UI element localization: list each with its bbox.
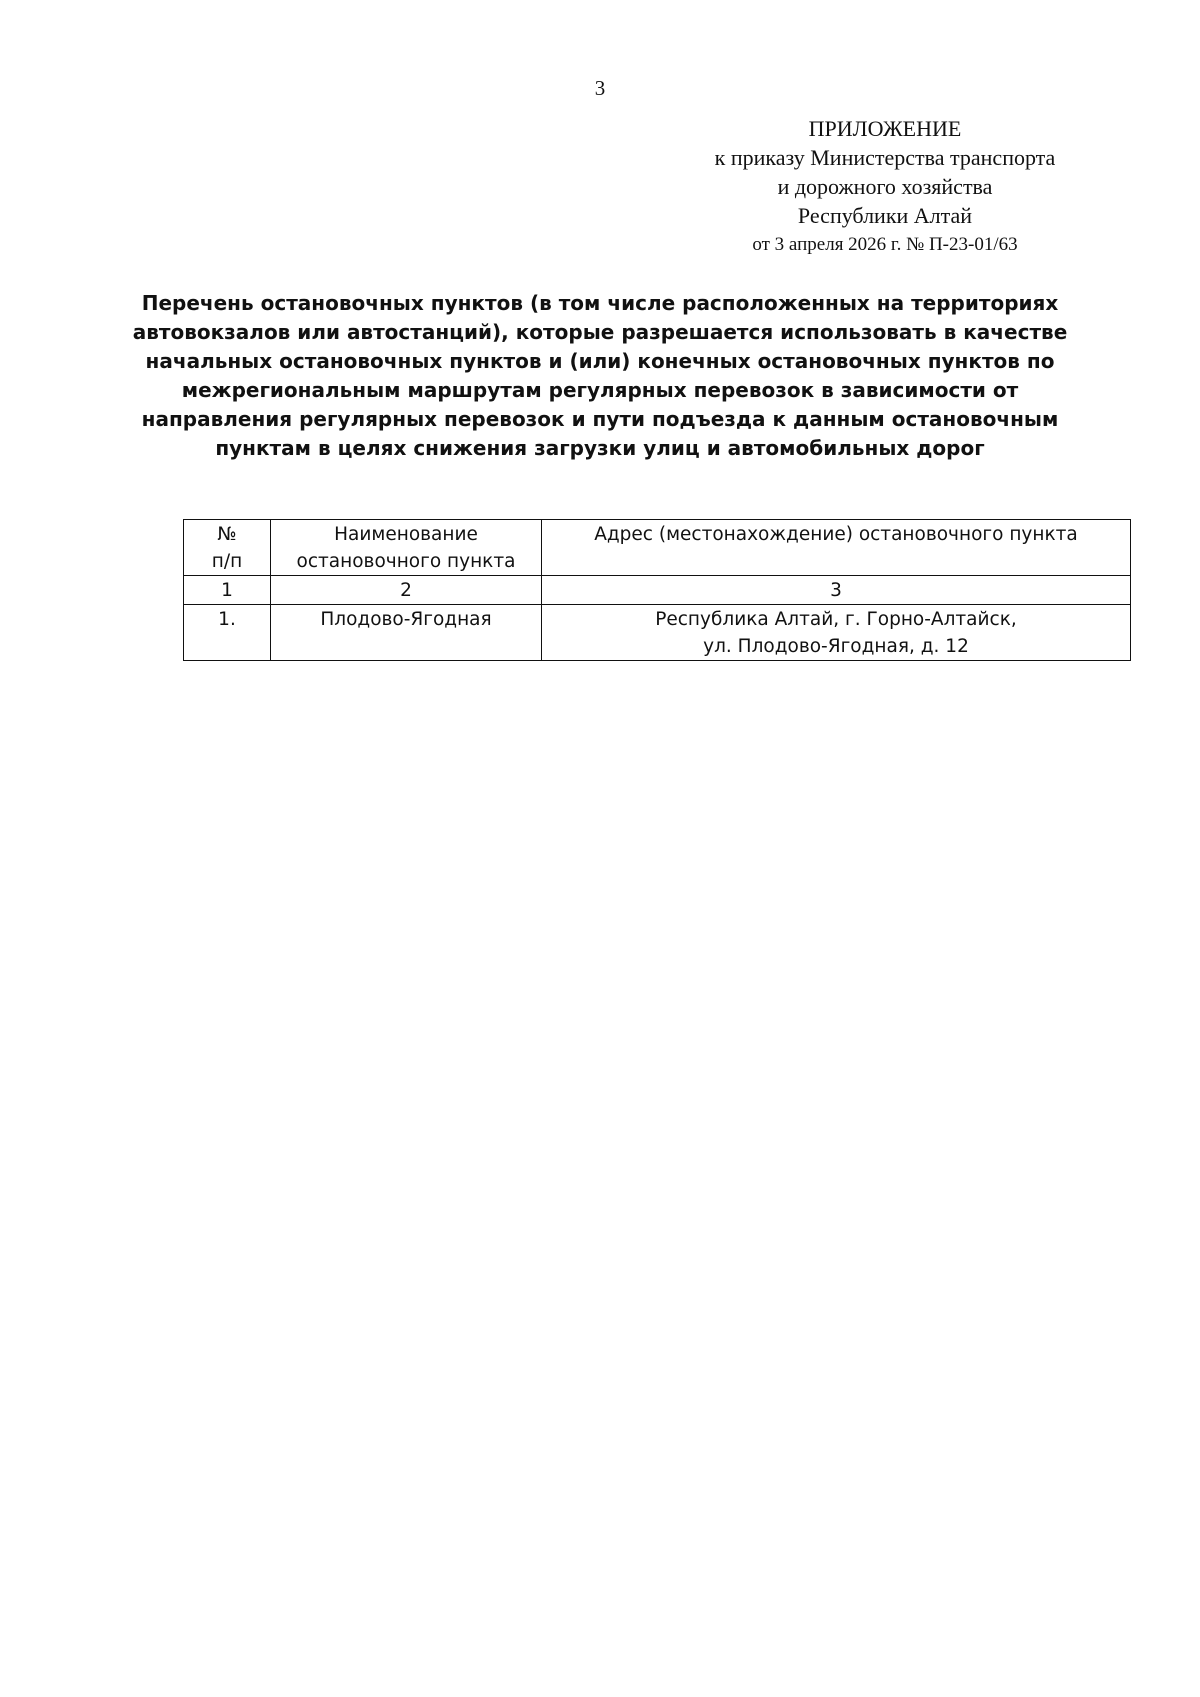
title-line: начальных остановочных пунктов и (или) конечных остановочных пунктов по: [145, 349, 1055, 373]
column-index-2: 2: [271, 576, 542, 605]
appendix-heading: ПРИЛОЖЕНИЕ: [808, 116, 962, 141]
column-index-1: 1: [184, 576, 271, 605]
column-index-3: 3: [542, 576, 1131, 605]
stop-name: Плодово-Ягодная: [271, 605, 542, 661]
appendix-line-1: к приказу Министерства транспорта: [714, 145, 1056, 170]
title-line: направления регулярных перевозок и пути подъезда к данным остановочным: [141, 407, 1059, 431]
title-line: автовокзалов или автостанций), которые разрешается использовать в качестве: [132, 320, 1068, 344]
title-line: межрегиональным маршрутам регулярных перевозок в зависимости от: [181, 378, 1019, 402]
appendix-line-2: и дорожного хозяйства: [777, 174, 993, 199]
document-title: [100, 289, 1100, 463]
title-line: пунктам в целях снижения загрузки улиц и автомобильных дорог: [215, 436, 985, 460]
header-number: [184, 520, 271, 576]
header-name: [271, 520, 542, 576]
address-line: ул. Плодово-Ягодная, д. 12: [703, 636, 969, 657]
header-number-line: №: [217, 524, 237, 545]
appendix-header: [660, 114, 1110, 259]
order-date-number: от 3 апреля 2026 г. № П-23-01/63: [752, 234, 1018, 255]
header-address-line: Адрес (местонахождение) остановочного пункта: [594, 524, 1078, 545]
title-line: Перечень остановочных пунктов (в том числе расположенных на территориях: [141, 291, 1059, 315]
stop-address: [542, 605, 1131, 661]
header-address: [542, 520, 1131, 576]
stops-table: [183, 519, 1131, 661]
header-number-line: п/п: [211, 551, 243, 572]
address-line: Республика Алтай, г. Горно-Алтайск,: [655, 609, 1017, 630]
table-numbering-row: [184, 576, 1131, 605]
header-name-line: остановочного пункта: [296, 551, 516, 572]
row-number: 1.: [184, 605, 271, 661]
appendix-line-3: Республики Алтай: [797, 203, 973, 228]
page-number: 3: [594, 76, 606, 100]
header-name-line: Наименование: [334, 524, 478, 545]
table-row: [184, 605, 1131, 661]
table-header-row: [184, 520, 1131, 576]
